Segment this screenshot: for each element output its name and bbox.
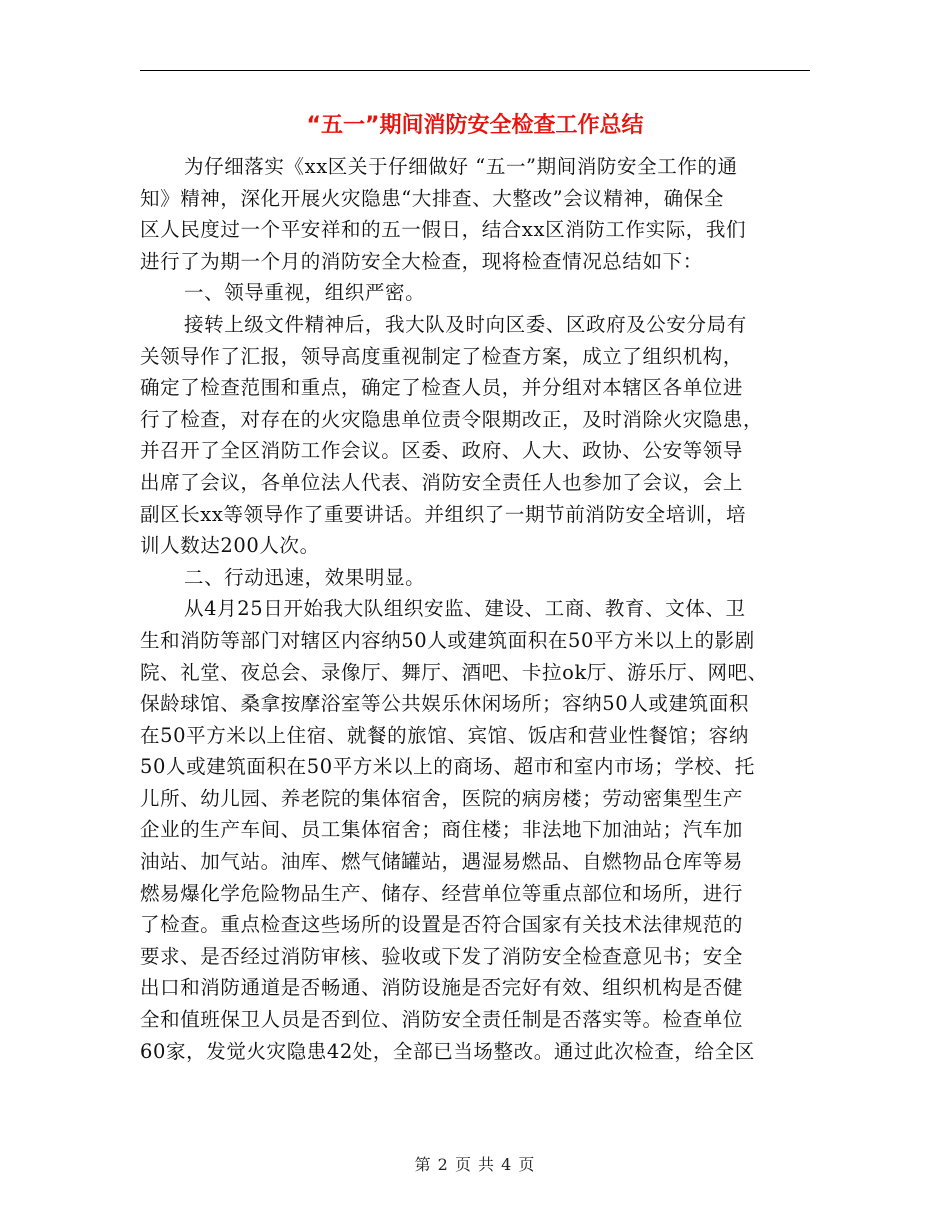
document-body [140,151,810,1067]
body-line: 接转上级文件精神后，我大队及时向区委、区政府及公安分局有 [184,312,747,336]
section-heading: 二、行动迅速，效果明显。 [184,565,426,589]
body-line: 为仔细落实《xx区关于仔细做好 “五一”期间消防安全工作的通 [184,155,738,178]
body-line: 区人民度过一个平安祥和的五一假日，结合xx区消防工作实际，我们 [140,218,747,242]
body-line: 确定了检查范围和重点，确定了检查人员，并分组对本辖区各单位进 [140,376,744,400]
body-line: 企业的生产车间、员工集体宿舍；商住楼；非法地下加油站；汽车加 [140,818,744,842]
header-rule [140,70,810,71]
body-line: 出席了会议，各单位法人代表、消防安全责任人也参加了会议，会上 [140,470,744,494]
body-line: 全和值班保卫人员是否到位、消防安全责任制是否落实等。检查单位 [140,1008,744,1032]
body-line: 行了检查，对存在的火灾隐患单位责令限期改正，及时消除火灾隐患， [140,407,764,431]
body-line: 油站、加气站。油库、燃气储罐站，遇湿易燃品、自燃物品仓库等易 [140,850,744,874]
body-line: 燃易爆化学危险物品生产、储存、经营单位等重点部位和场所，进行 [140,881,744,905]
body-line: 训人数达200人次。 [140,534,320,558]
body-line: 院、礼堂、夜总会、录像厅、舞厅、酒吧、卡拉ok厅、游乐厅、网吧、 [140,660,768,684]
body-line: 从4月25日开始我大队组织安监、建设、工商、教育、文体、卫 [184,597,746,621]
body-line: 进行了为期一个月的消防安全大检查，现将检查情况总结如下： [140,249,703,273]
body-line: 生和消防等部门对辖区内容纳50人或建筑面积在50平方米以上的影剧 [140,628,755,652]
body-line: 要求、是否经过消防审核、验收或下发了消防安全检查意见书；安全 [140,944,744,968]
body-line: 出口和消防通道是否畅通、消防设施是否完好有效、组织机构是否健 [140,976,744,1000]
body-line: 60家，发觉火灾隐患42处，全部已当场整改。通过此次检查，给全区 [140,1039,755,1063]
body-line: 了检查。重点检查这些场所的设置是否符合国家有关技术法律规范的 [140,913,744,937]
body-line: 儿所、幼儿园、养老院的集体宿舍，医院的病房楼；劳动密集型生产 [140,786,744,810]
document-title: “五一”期间消防安全检查工作总结 [306,113,644,138]
body-line: 保龄球馆、桑拿按摩浴室等公共娱乐休闲场所；容纳50人或建筑面积 [140,692,749,716]
section-heading: 一、领导重视，组织严密。 [184,281,426,305]
body-line: 并召开了全区消防工作会议。区委、政府、人大、政协、公安等领导 [140,439,744,463]
body-line: 在50平方米以上住宿、就餐的旅馆、宾馆、饭店和营业性餐馆；容纳 [140,723,749,747]
body-line: 知》精神，深化开展火灾隐患“大排查、大整改”会议精神，确保全 [140,186,724,210]
page-number-footer: 第 2 页 共 4 页 [414,1155,536,1174]
body-line: 50人或建筑面积在50平方米以上的商场、超市和室内市场；学校、托 [140,755,755,779]
body-line: 副区长xx等领导作了重要讲话。并组织了一期节前消防安全培训，培 [140,502,747,526]
body-line: 关领导作了汇报，领导高度重视制定了检查方案，成立了组织机构， [140,344,744,368]
